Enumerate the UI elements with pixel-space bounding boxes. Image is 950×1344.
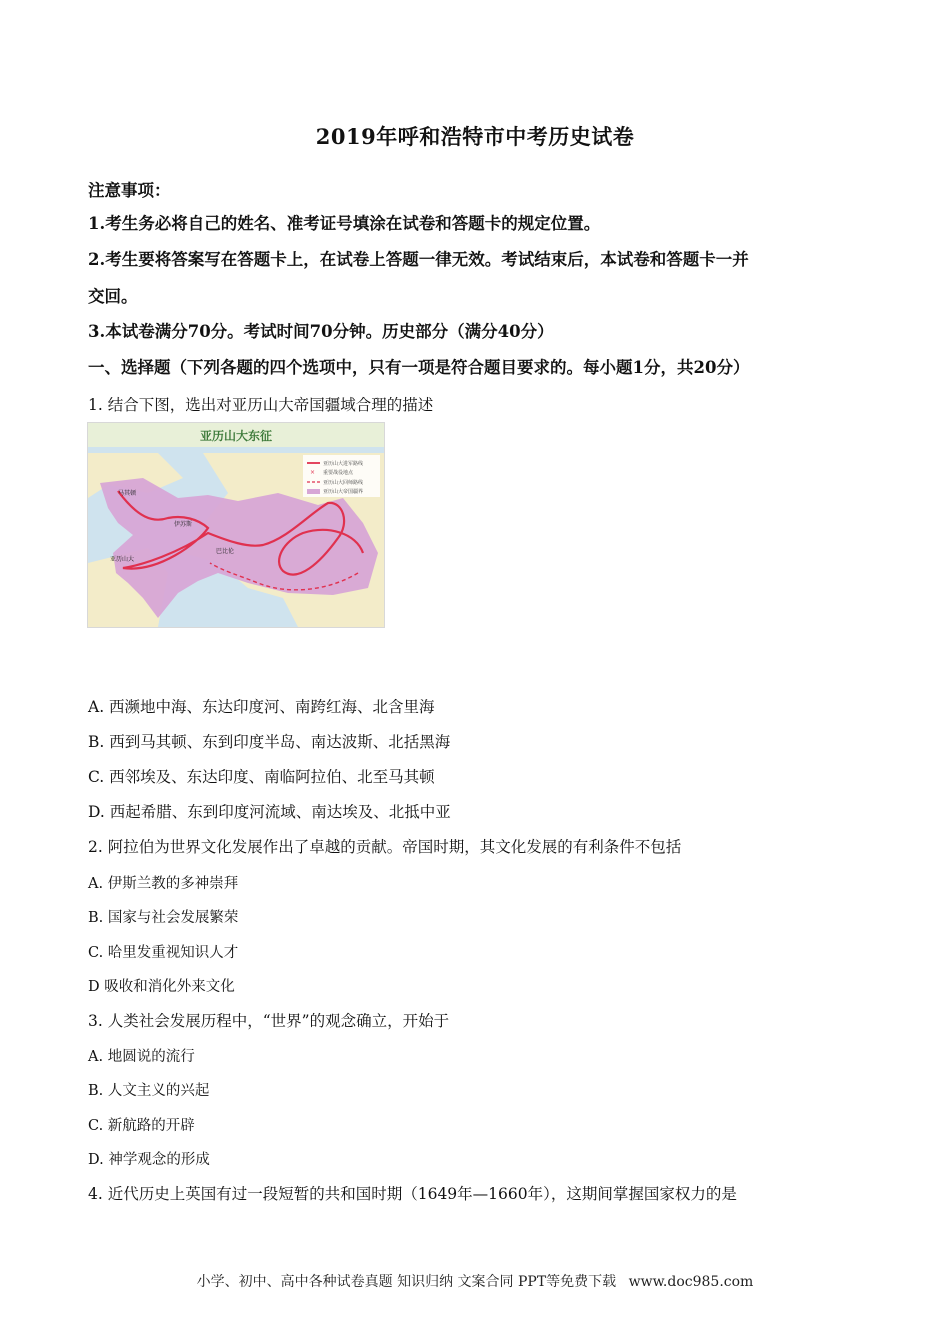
page-title: 2019年呼和浩特市中考历史试卷 <box>315 124 635 149</box>
legend-empire: 亚历山大帝国疆界 <box>323 489 364 495</box>
question-2-option-c: C. 哈里发重视知识人才 <box>88 945 239 961</box>
question-3-stem: 3. 人类社会发展历程中，“世界”的观念确立，开始于 <box>88 1012 450 1030</box>
question-1-option-b: B. 西到马其顿、东到印度半岛、南达波斯、北括黑海 <box>88 733 451 751</box>
legend-empire-swatch <box>307 489 320 494</box>
footer-text: 小学、初中、高中各种试卷真题 知识归纳 文案合同 PPT等免费下载 <box>196 1274 617 1290</box>
place-macedon: 马其顿 <box>118 490 137 497</box>
legend-return: 亚历山大回师路线 <box>323 480 364 486</box>
place-issus: 伊苏斯 <box>174 521 193 528</box>
notice-item-2-line-2: 交回。 <box>88 287 138 306</box>
question-1-option-d: D. 西起希腊、东到印度河流域、南达埃及、北抵中亚 <box>88 803 451 821</box>
notice-item-1: 1.考生务必将自己的姓名、准考证号填涂在试卷和答题卡的规定位置。 <box>88 214 601 233</box>
question-3-option-a: A. 地圆说的流行 <box>88 1049 195 1065</box>
page-footer <box>0 1271 950 1291</box>
place-alexandria: 亚历山大 <box>110 556 135 563</box>
notice-item-3: 3.本试卷满分70分。考试时间70分钟。历史部分（满分40分） <box>88 322 554 341</box>
question-2-option-b: B. 国家与社会发展繁荣 <box>88 910 239 926</box>
legend-march: 亚历山大进军路线 <box>323 461 364 467</box>
place-babylon: 巴比伦 <box>216 548 235 555</box>
legend-battle: 重要战役地点 <box>323 470 354 476</box>
map-graphic <box>88 423 384 627</box>
alexander-campaign-map <box>87 422 385 628</box>
question-3-option-d: D. 神学观念的形成 <box>88 1152 210 1168</box>
section-heading: 一、选择题（下列各题的四个选项中，只有一项是符合题目要求的。每小题1分，共20分） <box>88 358 750 377</box>
question-2-stem: 2. 阿拉伯为世界文化发展作出了卓越的贡献。帝国时期，其文化发展的有利条件不包括 <box>88 838 682 856</box>
question-4-stem: 4. 近代历史上英国有过一段短暂的共和国时期（1649年—1660年），这期间掌握国家权力的是 <box>88 1185 737 1203</box>
question-3-option-c: C. 新航路的开辟 <box>88 1118 195 1134</box>
question-1-option-c: C. 西邻埃及、东达印度、南临阿拉伯、北至马其顿 <box>88 768 435 786</box>
question-2-option-a: A. 伊斯兰教的多神崇拜 <box>88 876 239 892</box>
notice-heading: 注意事项： <box>88 181 171 200</box>
legend-battle-swatch: × <box>310 469 316 476</box>
question-1-option-a: A. 西濒地中海、东达印度河、南跨红海、北含里海 <box>88 698 435 716</box>
question-1-stem: 1. 结合下图，选出对亚历山大帝国疆域合理的描述 <box>88 396 434 414</box>
map-title: 亚历山大东征 <box>199 429 273 443</box>
question-3-option-b: B. 人文主义的兴起 <box>88 1083 210 1099</box>
notice-item-2-line-1: 2.考生要将答案写在答题卡上，在试卷上答题一律无效。考试结束后，本试卷和答题卡一并 <box>88 250 749 269</box>
question-2-option-d: D 吸收和消化外来文化 <box>88 979 235 995</box>
footer-link[interactable]: www.doc985.com <box>628 1274 754 1290</box>
